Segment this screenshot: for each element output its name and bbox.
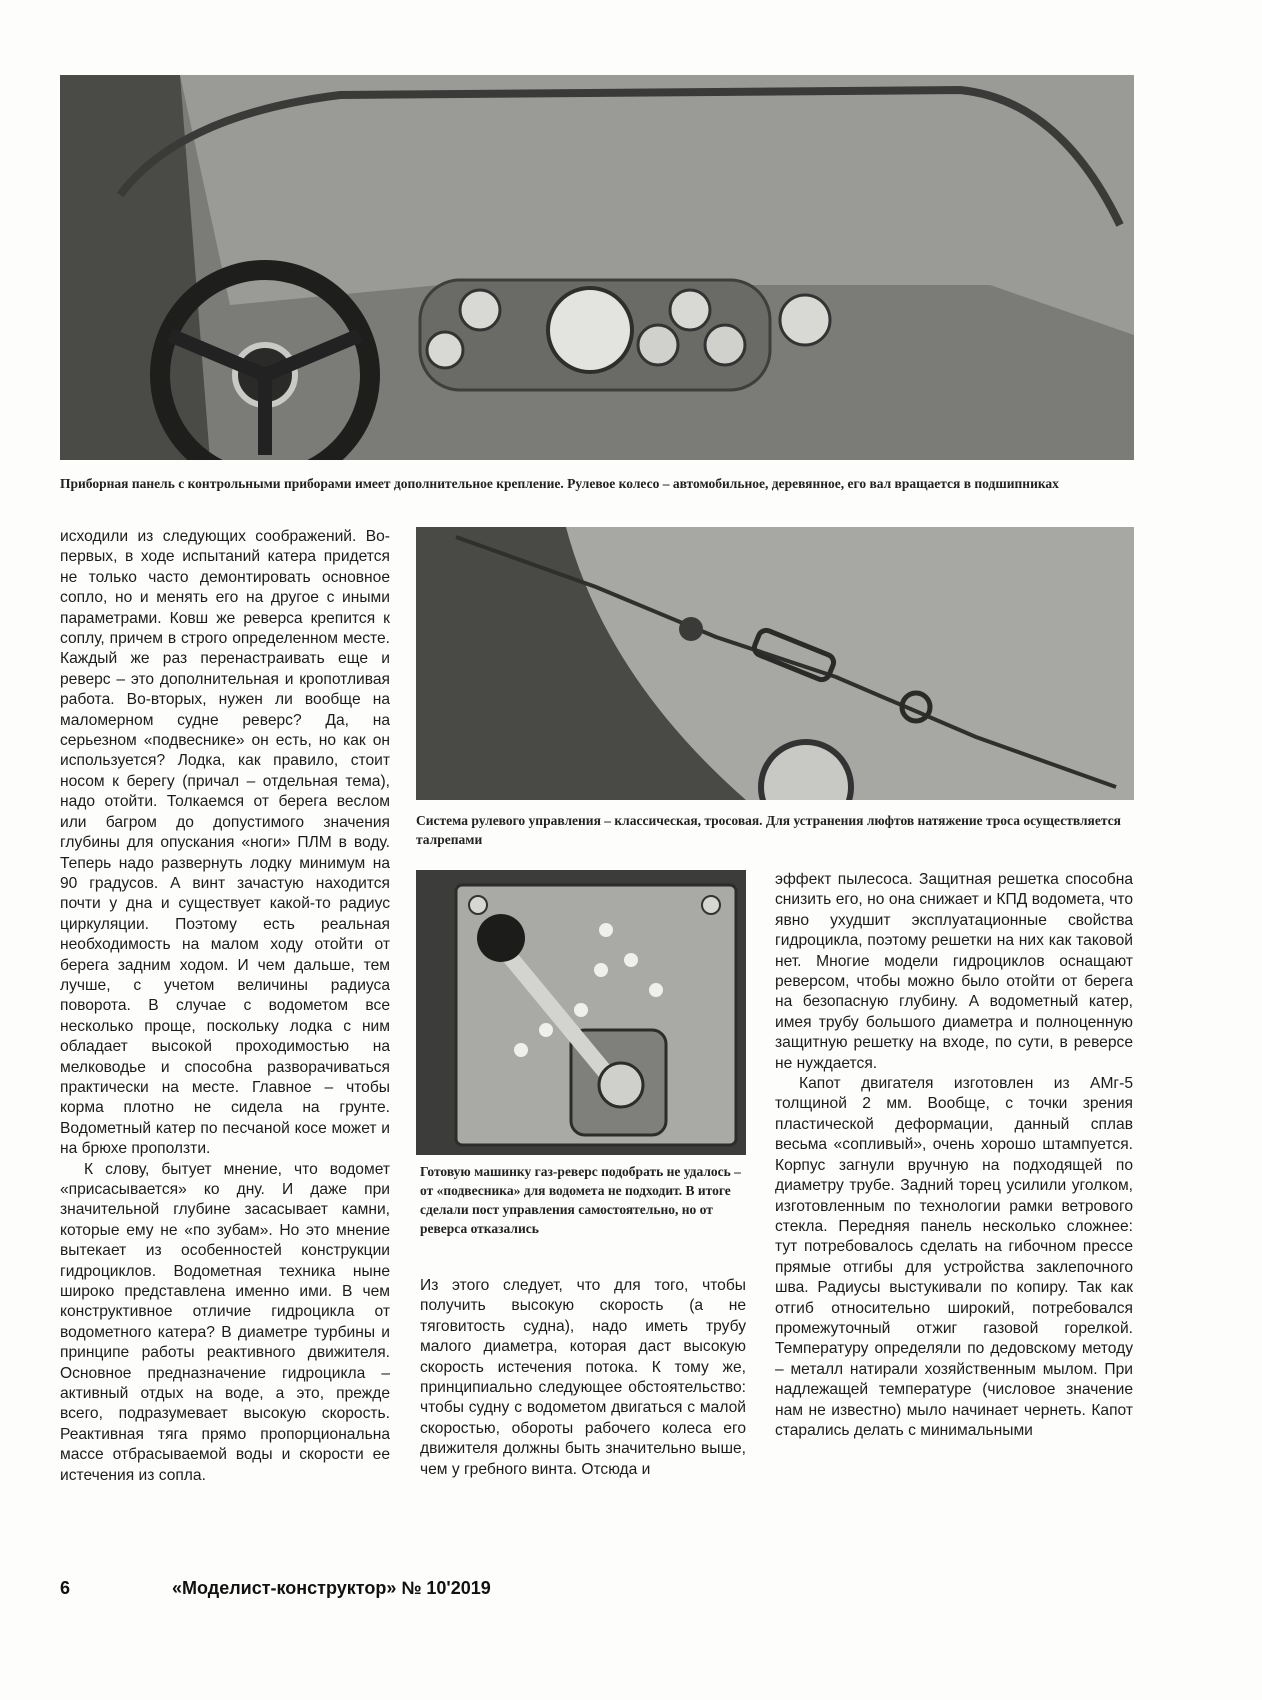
page-number: 6 [60, 1578, 71, 1598]
right-paragraph: Капот двигателя изготовлен из АМг-5 толщиной 2 мм. Вообще, с точки зрения пластической деформации, данный сплав весьма «сопливый», очень хорошо штампуется. Корпус загнули вручную на подходящей по диаметру трубе. Задний торец усилили уголком, изготовленным по технологии рамки ветрового стекла. Передняя панель несколько сложнее: тут потребовалось сделать на гибочном прессе прямые отгибы для устройства заклепочного шва. Радиусы выстукивали по копиру. Так как отгиб относительно широкий, потребовался промежуточный отжиг газовой горелкой. Температуру определяли по дедовскому методу – металл натирали хозяйственным мылом. При надлежащей температуре (числовое значение нам не известно) мыло начинает чернеть. Капот старались делать с минимальными [775, 1075, 1133, 1439]
left-paragraph: К слову, бытует мнение, что водомет «присасывается» ко дну. И даже при значительной глубине засасывает камни, которые ему не «по зубам». Но это мнение вытекает из особенностей конструкции гидроциклов. Водометная техника ныне широко представлена именно ими. В чем конструктивное отличие гидроцикла от водометного катера? В диаметре турбины и принципе работы реактивного движителя. Основное предназначение гидроцикла – активный отдых на воде, а это, прежде всего, подразумевает высокую скорость. Реактивная тяга прямо пропорциональна массе отбрасываемой воды и скорости ее истечения из сопла. [60, 1160, 390, 1484]
left-paragraph: исходили из следующих соображений. Во-первых, в ходе испытаний катера придется не только часто демонтировать основное сопло, но и менять его на другое с иными параметрами. Ковш же реверса крепится к соплу, причем в строго определенном месте. Каждый же раз перенастраивать еще и реверс – это дополнительная и кропотливая работа. Во-вторых, нужен ли вообще на маломерном судне реверс? Да, на серьезном «подвеснике» он есть, но как он используется? Лодка, как правило, стоит носом к берегу (причал – отдельная тема), надо отойти. Толкаемся от берега веслом или багром до допустимого значения глубины для опускания «ноги» ПЛМ в воду. Теперь надо развернуть лодку минимум на 90 градусов. А винт зачастую находится почти у дна и существует какой-то радиус циркуляции. Поэтому есть реальная необходимость на малом ходу отойти от берега задним ходом. И чем дальше, тем лучше, с учетом величины радиуса поворота. В случае с водометом все несколько проще, поскольку лодка с ним обладает высокой проходимостью на мелководье и способна разворачиваться практически на месте. Главное – чтобы корма плотно не сидела на грунте. Водометный катер по песчаной косе может и на брюхе проползти. [60, 528, 390, 1158]
left-column [60, 527, 390, 1559]
throttle-lever-photo [416, 870, 746, 1155]
middle-paragraph: Из этого следует, что для того, чтобы получить высокую скорость (а не тяговитость судна), надо иметь трубу малого диаметра, которая даст высокую скорость истечения потока. К тому же, принципиально следующее обстоятельство: чтобы судну с водометом двигаться с малой скоростью, обороты рабочего колеса его движителя должны быть значительно выше, чем у гребного винта. Отсюда и [420, 1277, 746, 1478]
throttle-lever-caption: Готовую машинку газ-реверс подобрать не удалось – от «подвесника» для водомета не подходит. В итоге сделали пост управления самостоятельно, но от реверса отказались [420, 1164, 741, 1236]
magazine-title: «Моделист-конструктор» № 10'2019 [172, 1578, 491, 1598]
steering-caption: Система рулевого управления – классическая, тросовая. Для устранения люфтов натяжение троса осуществляется талрепами [416, 813, 1121, 847]
steering-cable-photo [416, 527, 1134, 800]
dashboard-caption: Приборная панель с контрольными приборами имеет дополнительное крепление. Рулевое колесо – автомобильное, деревянное, его вал вращается в подшипниках [60, 476, 1059, 491]
right-column [775, 870, 1133, 1560]
middle-column [420, 1276, 746, 1559]
right-paragraph: эффект пылесоса. Защитная решетка способна снизить его, но она снижает и КПД водомета, что явно ухудшит эксплуатационные свойства гидроцикла, поэтому решетки на них как таковой нет. Многие модели гидроциклов оснащают реверсом, чтобы можно было отойти от берега на безопасную глубину. А водометный катер, имея трубу большого диаметра и полноценную защитную решетку на входе, по сути, в реверсе не нуждается. [775, 871, 1133, 1072]
dashboard-photo [60, 75, 1134, 460]
